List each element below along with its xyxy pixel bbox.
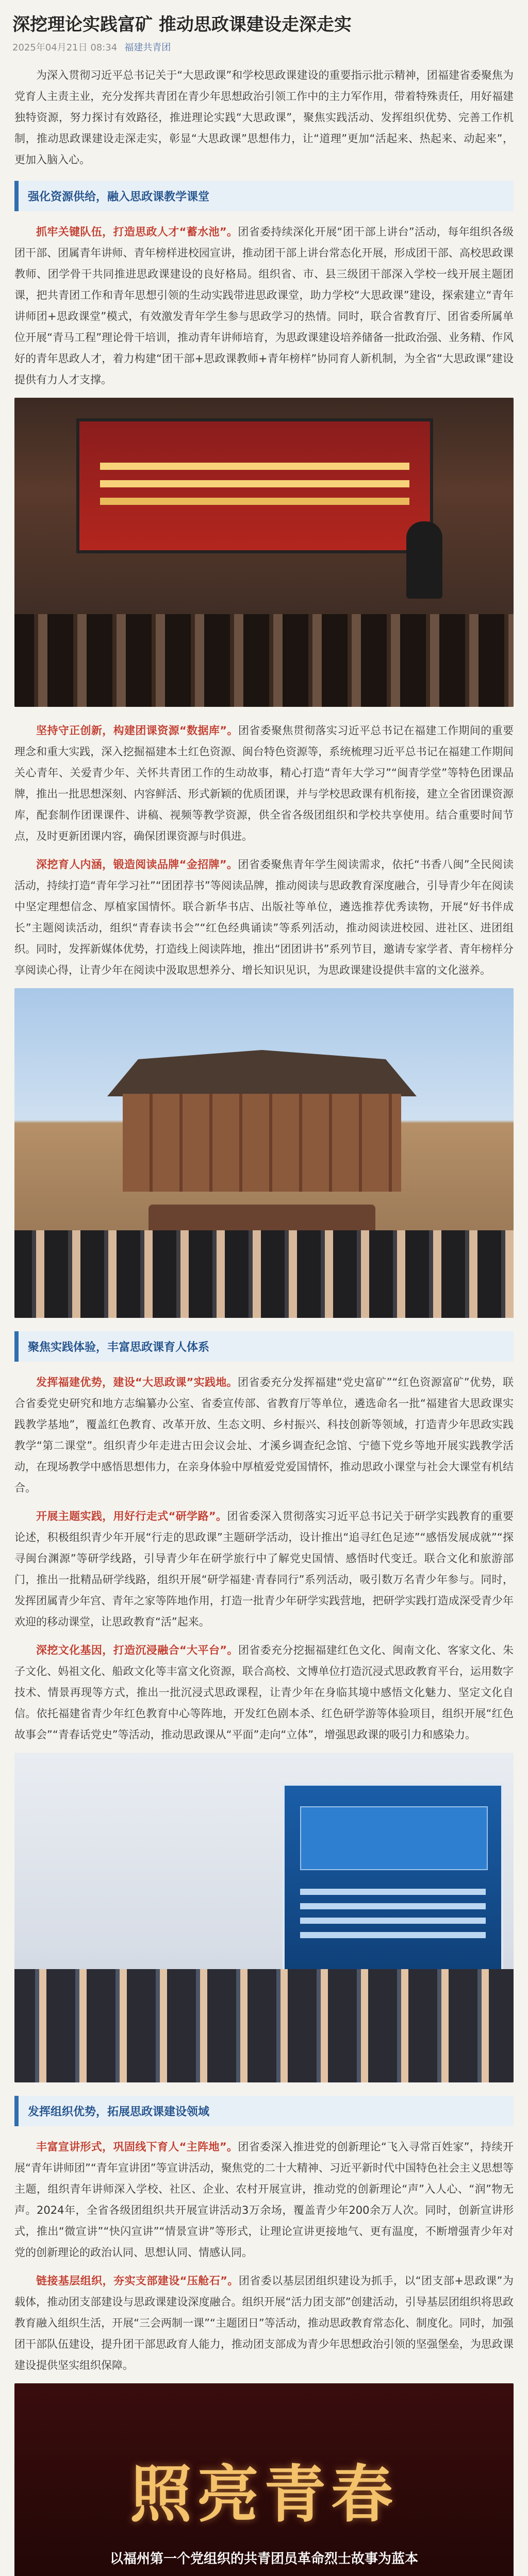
poster-title: 照亮青春: [130, 2458, 398, 2531]
lead-s2-b2: 开展主题实践，用好行走式“研学路”。: [36, 1510, 227, 1522]
text-s2-b1: 团省委充分发挥福建“党史富矿”“红色资源富矿”优势，联合省委党史研究和地方志编纂办公室、省委宣传部、省教育厅等单位，遴选命名一批“福建省大思政课实践教学基地”，覆盖红色教育、改革开放、生态文明、乡村振兴、科技创新等领域，打造青少年思政实践教学“第二课堂”。组织青少年走进古田会议会址、才溪乡调查纪念馆、宁德下党乡等地开展实践教学活动，在现场教学中感悟思想伟力，在亲身体验中厚植爱党爱国情怀，推动思政小课堂与社会大课堂有机结合。: [14, 1376, 514, 1494]
photo-stage-performance: [14, 2383, 514, 2576]
text-s1-b3: 团省委聚焦青年学生阅读需求，依托“书香八闽”全民阅读活动，持续打造“青年学习社”“团团荐书”等阅读品牌，推动阅读与思政教育深度融合，引导青少年在阅读中坚定理想信念、厚植家国情怀。联合新华书店、出版社等单位，遴选推荐优秀读物，开展“好书伴成长”主题阅读活动，组织“青春读书会”“红色经典诵读”等系列活动，推动阅读进校园、进社区、进团组织。同时，发挥新媒体优势，打造线上阅读阵地，推出“团团讲书”系列节目，邀请专家学者、青年榜样分享阅读心得，让青少年在阅读中汲取思想养分、增长知识见识，为思政课建设提供丰富的文化滋养。: [14, 858, 514, 976]
photo-wall: [123, 1094, 401, 1192]
paragraph-s1-b3: [0, 854, 528, 981]
text-s3-b1: 团省委深入推进党的创新理论“飞入寻常百姓家”，持续开展“青年讲师团”“青年宣讲团”等宣讲活动，聚焦党的二十大精神、习近平新时代中国特色社会主义思想等主题，组织青年讲师深入学校、社区、企业、农村开展宣讲，推动党的创新理论“声”入人心、“润”物无声。2024年，全省各级团组织共开展宣讲活动3万余场，覆盖青少年200余万人次。同时，创新宣讲形式，推出“微宣讲”“快闪宣讲”“情景宣讲”等形式，让理论宣讲更接地气、更有温度，不断增强青少年对党的创新理论的政治认同、思想认同、情感认同。: [14, 2141, 514, 2259]
photo-speaker: [406, 521, 442, 599]
paragraph-s2-b1: [0, 1372, 528, 1499]
lead-s1-b1: 抓牢关键队伍，打造思政人才“蓄水池”。: [36, 226, 238, 238]
text-s1-b1: 团省委持续深化开展“团干部上讲台”活动，每年组织各级团干部、团属青年讲师、青年榜样进校园宣讲，推动团干部上讲台常态化开展，形成团干部、高校思政课教师、团学骨干共同推进思政课建设的良好格局。组织省、市、县三级团干部深入学校一线开展主题团课，把共青团工作和青年思想引领的生动实践带进思政课堂，助力学校“大思政课”建设，探索建立“青年讲师团+思政课堂”模式，有效激发青年学生参与思政学习的热情。同时，联合省教育厅、团省委所属单位开展“青马工程”理论骨干培训，推动青年讲师培育，为思政课建设培养储备一批政治强、业务精、作风好的青年思政人才，着力构建“团干部+思政课教师+青年榜样”协同育人新机制，为全省“大思政课”建设提供有力人才支撑。: [14, 226, 514, 386]
section-heading-1: 强化资源供给，融入思政课教学课堂: [14, 181, 514, 211]
paragraph-s3-b2: [0, 2270, 528, 2376]
photo-visitors: [14, 1969, 514, 2082]
photo-audience-row: [14, 614, 514, 645]
intro-paragraph: 为深入贯彻习近平总书记关于“大思政课”和学校思政课建设的重要指示批示精神，团福建省委聚焦为党育人主责主业，充分发挥共青团在青少年思想政治引领工作中的主力军作用，带着特殊责任，用好福建独特资源，努力探讨有效路径，推进理论实践“大思政课”，聚焦实践活动、发挥组织优势、完善工作机制，推动思政课建设走深走实，彰显“大思政课”思想伟力，让“道理”更加“活起来、热起来、动起来”，更加入脑入心。: [14, 69, 514, 166]
section-heading-3: 发挥组织优势，拓展思政课建设领域: [14, 2096, 514, 2126]
photo-roof: [107, 1050, 417, 1096]
text-s3-b2: 团省委以基层团组织建设为抓手，以“团支部+思政课”为载体，推动团支部建设与思政课建设深度融合。组织开展“活力团支部”创建活动，引导基层团组织将思政教育融入组织生活，开展“三会两制一课”“主题团日”等活动，推动思政教育常态化、制度化。同时，加强团干部队伍建设，提升团干部思政育人能力，推动团支部成为青少年思想政治引领的坚强堡垒，为思政课建设提供坚实组织保障。: [14, 2275, 514, 2371]
lead-s2-b3: 深挖文化基因，打造沉浸融合“大平台”。: [36, 1644, 238, 1656]
lead-s2-b1: 发挥福建优势，建设“大思政课”实践地。: [36, 1376, 238, 1388]
poster-banner-line-1: 以福州第一个党组织的共青团员革命烈士故事为蓝本: [109, 2551, 418, 2567]
photo-audience-row: [14, 676, 514, 707]
article-source-link[interactable]: 福建共青团: [124, 42, 171, 53]
photo-audience-row: [14, 645, 514, 676]
lead-s1-b3: 深挖育人内涵，锻造阅读品牌“金招牌”。: [36, 858, 238, 871]
lead-s3-b1: 丰富宣讲形式，巩固线下育人“主阵地”。: [36, 2141, 238, 2153]
poster-banner-line-2: [14, 2573, 514, 2576]
paragraph-s2-b3: [0, 1640, 528, 1745]
article-date: 2025年04月21日 08:34: [12, 42, 118, 53]
photo-display-panel: [283, 1784, 503, 1984]
photo-courtyard: [14, 988, 514, 1318]
photo-exhibition: [14, 1753, 514, 2082]
photo-lecture-hall: [14, 398, 514, 707]
text-s2-b3: 团省委充分挖掘福建红色文化、闽南文化、客家文化、朱子文化、妈祖文化、船政文化等丰富文化资源，联合高校、文博单位打造沉浸式思政教育平台，运用数字技术、情景再现等方式，推出一批沉浸式思政课程，让青少年在身临其境中感悟文化魅力、坚定文化自信。依托福建省青少年红色教育中心等阵地，开发红色剧本杀、红色研学游等体验项目，组织开展“红色故事会”“青春话党史”等活动，推动思政课从“平面”走向“立体”，增强思政课的吸引力和感染力。: [14, 1644, 514, 1741]
lead-s3-b2: 链接基层组织，夯实支部建设“压舱石”。: [36, 2275, 239, 2287]
paragraph-s1-b2: [0, 720, 528, 847]
paragraph-s2-b2: [0, 1506, 528, 1633]
text-s1-b2: 团省委聚焦贯彻落实习近平总书记在福建工作期间的重要理念和重大实践，深入挖掘福建本土红色资源、闽台特色资源等，系统梳理习近平总书记在福建工作期间关心青年、关爱青少年、关怀共青团工作的生动故事，精心打造“青年大学习”“闽青学堂”等特色团课品牌，推出一批思想深刻、内容鲜活、形式新颖的优质团课，并与学校思政课有机衔接，建立全省团课资源库，配套制作团课课件、讲稿、视频等教学资源，供全省各级团组织和学校共享使用。结合重要时间节点，及时更新团课内容，确保团课资源与时俱进。: [14, 724, 514, 842]
paragraph-s3-b1: [0, 2137, 528, 2263]
article-title: 深挖理论实践富矿 推动思政课建设走深走实: [12, 14, 352, 35]
photo-crowd: [14, 1230, 514, 1318]
text-s2-b2: 团省委深入贯彻落实习近平总书记关于研学实践教育的重要论述，积极组织青少年开展“行走的思政课”主题研学活动，设计推出“追寻红色足迹”“感悟发展成就”“探寻闽台渊源”等研学线路，引导青少年在研学旅行中了解党史国情、感悟时代变迁。联合文化和旅游部门，推出一批精品研学线路，组织开展“研学福建·青春同行”系列活动，吸引数万名青少年参与。同时，发挥团属青少年宫、青年之家等阵地作用，打造一批青少年研学实践营地，把研学实践打造成深受青少年欢迎的移动课堂，让思政教育“活”起来。: [14, 1510, 514, 1628]
lead-s1-b2: 坚持守正创新，构建团课资源“数据库”。: [36, 724, 238, 737]
photo-screen: [76, 418, 433, 553]
section-heading-2: 聚焦实践体验，丰富思政课育人体系: [14, 1331, 514, 1362]
paragraph-s1-b1: [0, 222, 528, 391]
article-meta: [0, 40, 528, 65]
